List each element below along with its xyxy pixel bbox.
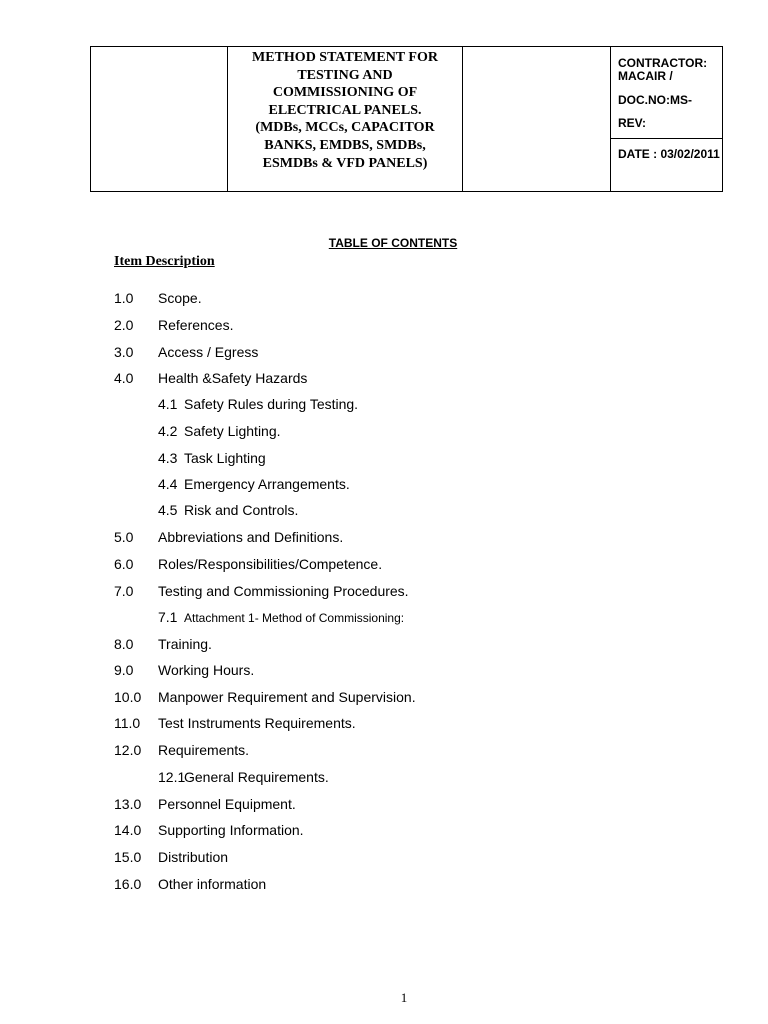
document-date: DATE : 03/02/2011 — [618, 147, 720, 161]
toc-item-number: 4.3 — [158, 450, 178, 466]
info-divider — [611, 138, 722, 139]
toc-item-number: 12.0 — [114, 742, 142, 758]
toc-item-number: 4.2 — [158, 423, 178, 439]
revision: REV: — [618, 116, 647, 130]
toc-item-label: Roles/Responsibilities/Competence. — [158, 556, 383, 572]
toc-item-label: Task Lighting — [184, 450, 266, 466]
title-line: METHOD STATEMENT FOR — [252, 50, 438, 65]
title-line: BANKS, EMDBS, SMDBs, — [264, 137, 426, 153]
toc-item-label: Emergency Arrangements. — [184, 476, 350, 492]
page-number: 1 — [400, 990, 408, 1005]
contractor-label: CONTRACTOR: — [618, 56, 708, 70]
document-header-table — [90, 46, 723, 192]
toc-column-header: Item Description — [114, 254, 215, 269]
toc-item-number: 7.1 — [158, 609, 178, 625]
toc-item-label: Requirements. — [158, 742, 250, 758]
document-title-cell — [228, 47, 463, 192]
title-line: ELECTRICAL PANELS. — [268, 102, 422, 118]
title-line: ESMDBs & VFD PANELS) — [262, 155, 428, 171]
toc-item-number: 4.4 — [158, 476, 178, 492]
toc-item-label: Test Instruments Requirements. — [158, 715, 356, 731]
document-info-cell — [611, 47, 723, 192]
title-line: TESTING AND — [297, 67, 393, 83]
header-blank-cell-left — [91, 47, 228, 192]
title-line: COMMISSIONING OF — [272, 85, 418, 101]
toc-item-label: Distribution — [158, 849, 229, 865]
toc-item-label: Training. — [158, 636, 212, 652]
toc-item-number: 14.0 — [114, 822, 142, 838]
toc-item-number: 2.0 — [114, 317, 134, 333]
toc-item-number: 13.0 — [114, 796, 142, 812]
toc-item-label: Risk and Controls. — [184, 502, 299, 518]
doc-number: DOC.NO:MS- — [618, 93, 692, 107]
toc-item-number: 8.0 — [114, 636, 134, 652]
toc-item-number: 4.5 — [158, 502, 178, 518]
toc-item-number: 15.0 — [114, 849, 142, 865]
toc-item-number: 10.0 — [114, 689, 142, 705]
toc-item-number: 1.0 — [114, 290, 134, 306]
document-title — [228, 47, 462, 172]
toc-item-label: Supporting Information. — [158, 822, 304, 838]
toc-item-label: Abbreviations and Definitions. — [158, 529, 344, 545]
toc-item-number: 6.0 — [114, 556, 134, 572]
toc-item-number: 3.0 — [114, 344, 134, 360]
toc-item-number: 4.0 — [114, 370, 134, 386]
toc-item-label: Health &Safety Hazards — [158, 370, 308, 386]
toc-item-label: Access / Egress — [158, 344, 259, 360]
toc-item-label: Personnel Equipment. — [158, 796, 296, 812]
toc-item-number: 5.0 — [114, 529, 134, 545]
toc-item-label: General Requirements. — [184, 769, 329, 785]
toc-item-label: Safety Rules during Testing. — [184, 396, 359, 412]
title-line: (MDBs, MCCs, CAPACITOR — [255, 120, 435, 136]
header-blank-cell-right — [463, 47, 611, 192]
toc-item-number: 12.1 — [158, 769, 186, 785]
contractor-value: MACAIR / — [618, 69, 673, 83]
toc-title: TABLE OF CONTENTS — [328, 236, 458, 250]
toc-item-label: Testing and Commissioning Procedures. — [158, 583, 409, 599]
toc-item-number: 9.0 — [114, 662, 134, 678]
toc-item-label: Other information — [158, 876, 267, 892]
toc-item-label: Manpower Requirement and Supervision. — [158, 689, 416, 705]
toc-item-number: 7.0 — [114, 583, 134, 599]
toc-item-number: 4.1 — [158, 396, 178, 412]
toc-item-label: Safety Lighting. — [184, 423, 281, 439]
toc-item-label: Working Hours. — [158, 662, 255, 678]
toc-item-number: 16.0 — [114, 876, 142, 892]
toc-item-label: Scope. — [158, 290, 202, 306]
toc-item-label: References. — [158, 317, 234, 333]
toc-item-label: Attachment 1- Method of Commissioning: — [184, 611, 405, 625]
toc-item-number: 11.0 — [114, 715, 141, 731]
